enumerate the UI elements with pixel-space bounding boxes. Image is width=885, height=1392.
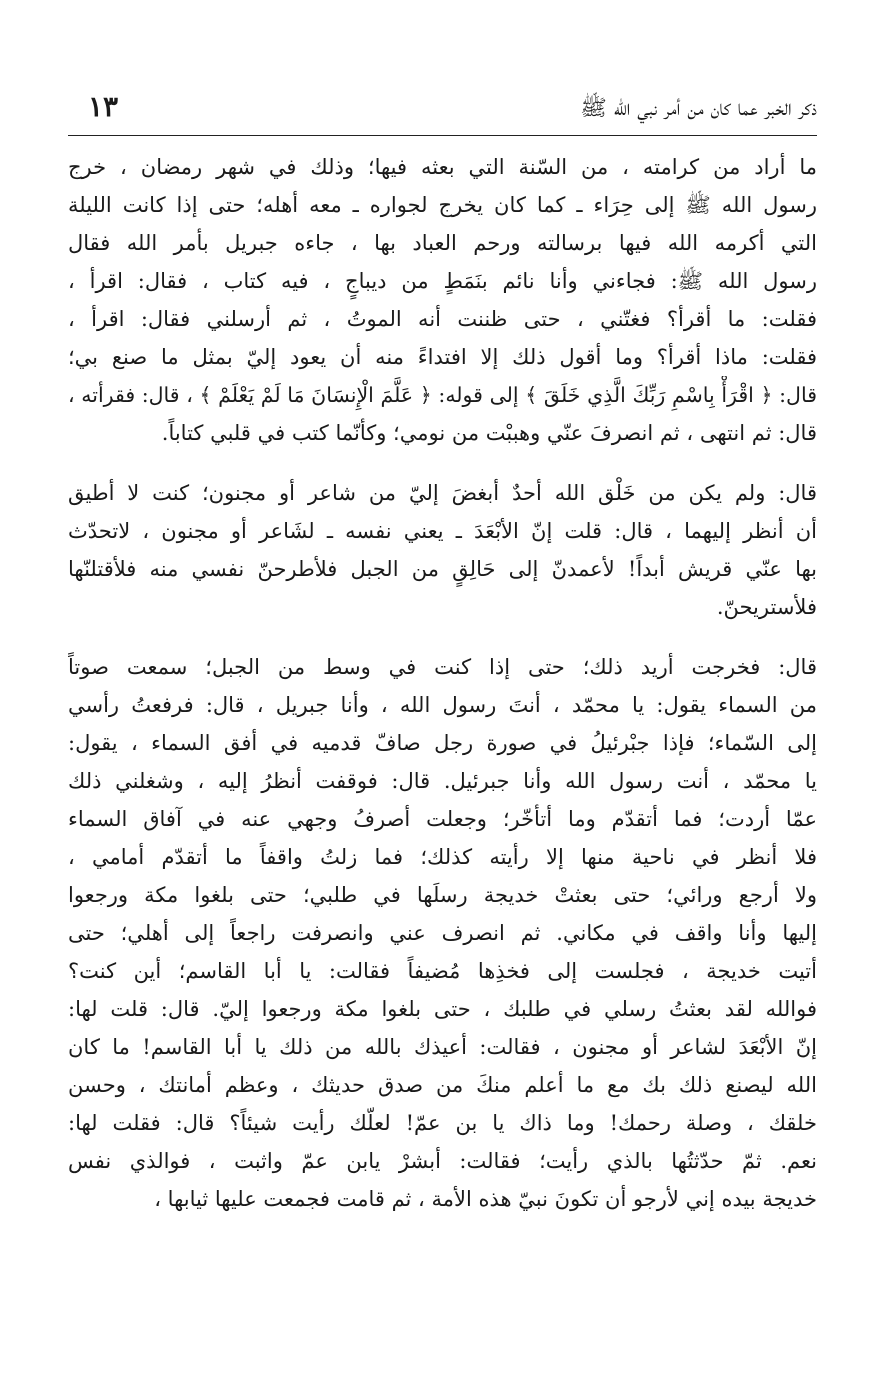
text-line: قال: فخرجت أريد ذلك؛ حتى إذا كنت في وسط من الجبل؛ سمعت صوتاً	[68, 655, 817, 679]
text-line: ولا أرجع ورائي؛ حتى بعثتْ خديجة رسلَها في طلبي؛ حتى بلغوا مكة ورجعوا	[68, 883, 817, 907]
header-rule	[68, 135, 817, 136]
text-line: نعم. ثمّ حدّثتُها بالذي رأيت؛ فقالت: أبشرْ يابن عمّ واثبت ، فوالذي نفس	[68, 1149, 817, 1173]
text-line: الله ليصنع ذلك بك مع ما أعلم منكَ من صدق حديثك ، وعظم أمانتك ، وحسن	[68, 1073, 817, 1097]
text-line: التي أكرمه الله فيها برسالته ورحم العباد بها ، جاءه جبريل بأمر الله فقال	[68, 231, 817, 255]
text-line: خلقك ، وصلة رحمك! وما ذاك يا بن عمّ! لعلّك رأيت شيئاً؟ قال: فقلت لها:	[68, 1111, 817, 1135]
text-line: رسول الله ﷺ: فجاءني وأنا نائم بنَمَطٍ من ديباجٍ ، فيه كتاب ، فقال: اقرأ ،	[68, 269, 817, 293]
text-line: عمّا أردت؛ فما أتقدّم وما أتأخّر؛ وجعلت أصرفُ وجهي عنه في آفاق السماء	[68, 807, 817, 831]
text-line: فقلت: ما أقرأ؟ فغتّني ، حتى ظننت أنه الموتُ ، ثم أرسلني فقال: اقرأ ،	[68, 307, 817, 331]
text-line: خديجة بيده إني لأرجو أن تكونَ نبيّ هذه الأمة ، ثم قامت فجمعت عليها ثيابها ،	[154, 1187, 817, 1211]
text-line: فلا أنظر في ناحية منها إلا رأيته كذلك؛ فما زلتُ واقفاً ما أتقدّم أمامي ،	[68, 845, 817, 869]
text-line: قال: ثم انتهى ، ثم انصرفَ عنّي وهببْت من نومي؛ وكأنّما كتب في قلبي كتاباً.	[161, 421, 817, 445]
text-line: أتيت خديجة ، فجلست إلى فخذِها مُضيفاً فقالت: يا أبا القاسم؛ أين كنت؟	[68, 959, 817, 983]
text-line: أن أنظر إليهما ، قال: قلت إنّ الأبْعَدَ ـ يعني نفسه ـ لشَاعر أو مجنون ، لاتحدّث	[68, 519, 817, 543]
page-number: ١٣	[88, 90, 119, 123]
running-title: ذكر الخبر عما كان من أمر نبي الله ﷺ	[580, 96, 817, 121]
page-header	[68, 84, 817, 136]
text-line: إلى السّماء؛ فإذا جبْرئيلُ في صورة رجل صافّ قدميه في أفق السماء ، يقول:	[68, 731, 817, 755]
text-line: من السماء يقول: يا محمّد ، أنتَ رسول الله ، وأنا جبريل ، قال: فرفعتُ رأسي	[68, 693, 817, 717]
text-line: بها عنّي قريش أبداً! لأعمدنّ إلى حَالِقٍ من الجبل فلأطرحنّ نفسي منه فلأقتلنّها	[68, 557, 817, 581]
text-line: إليها وأنا واقف في مكاني. ثم انصرف عني وانصرفت راجعاً إلى أهلي؛ حتى	[68, 921, 817, 945]
text-line: يا محمّد ، أنت رسول الله وأنا جبرئيل. قال: فوقفت أنظرُ إليه ، وشغلني ذلك	[68, 769, 817, 793]
text-line: فوالله لقد بعثتُ رسلي في طلبك ، حتى بلغوا مكة ورجعوا إليّ. قال: قلت لها:	[68, 997, 817, 1021]
text-line: قال: ولم يكن من خَلْق الله أحدٌ أبغضَ إليّ من شاعر أو مجنون؛ كنت لا أطيق	[68, 481, 817, 505]
text-line: فلأستريحنّ.	[716, 595, 817, 619]
text-line: رسول الله ﷺ إلى حِرَاء ـ كما كان يخرج لجواره ـ معه أهله؛ حتى إذا كانت الليلة	[68, 193, 817, 217]
text-line: فقلت: ماذا أقرأ؟ وما أقول ذلك إلا افتداءً منه أن يعود إليّ بمثل ما صنع بي؛	[68, 345, 817, 369]
paragraph	[68, 474, 817, 626]
text-line: قال: ﴿ اقْرَأْ بِاسْمِ رَبِّكَ الَّذِي خَلَقَ ﴾ إلى قوله: ﴿ عَلَّمَ الْإِنسَانَ مَا لَمْ يَعْلَمْ ﴾ ، قال: فقرأته ،	[68, 383, 817, 407]
body-text	[68, 148, 817, 1218]
paragraph	[68, 648, 817, 1218]
text-line: ما أراد من كرامته ، من السّنة التي بعثه فيها؛ وذلك في شهر رمضان ، خرج	[68, 155, 817, 179]
text-line: إنّ الأبْعَدَ لشاعر أو مجنون ، فقالت: أعيذك بالله من ذلك يا أبا القاسم! ما كان	[68, 1035, 817, 1059]
paragraph	[68, 148, 817, 452]
